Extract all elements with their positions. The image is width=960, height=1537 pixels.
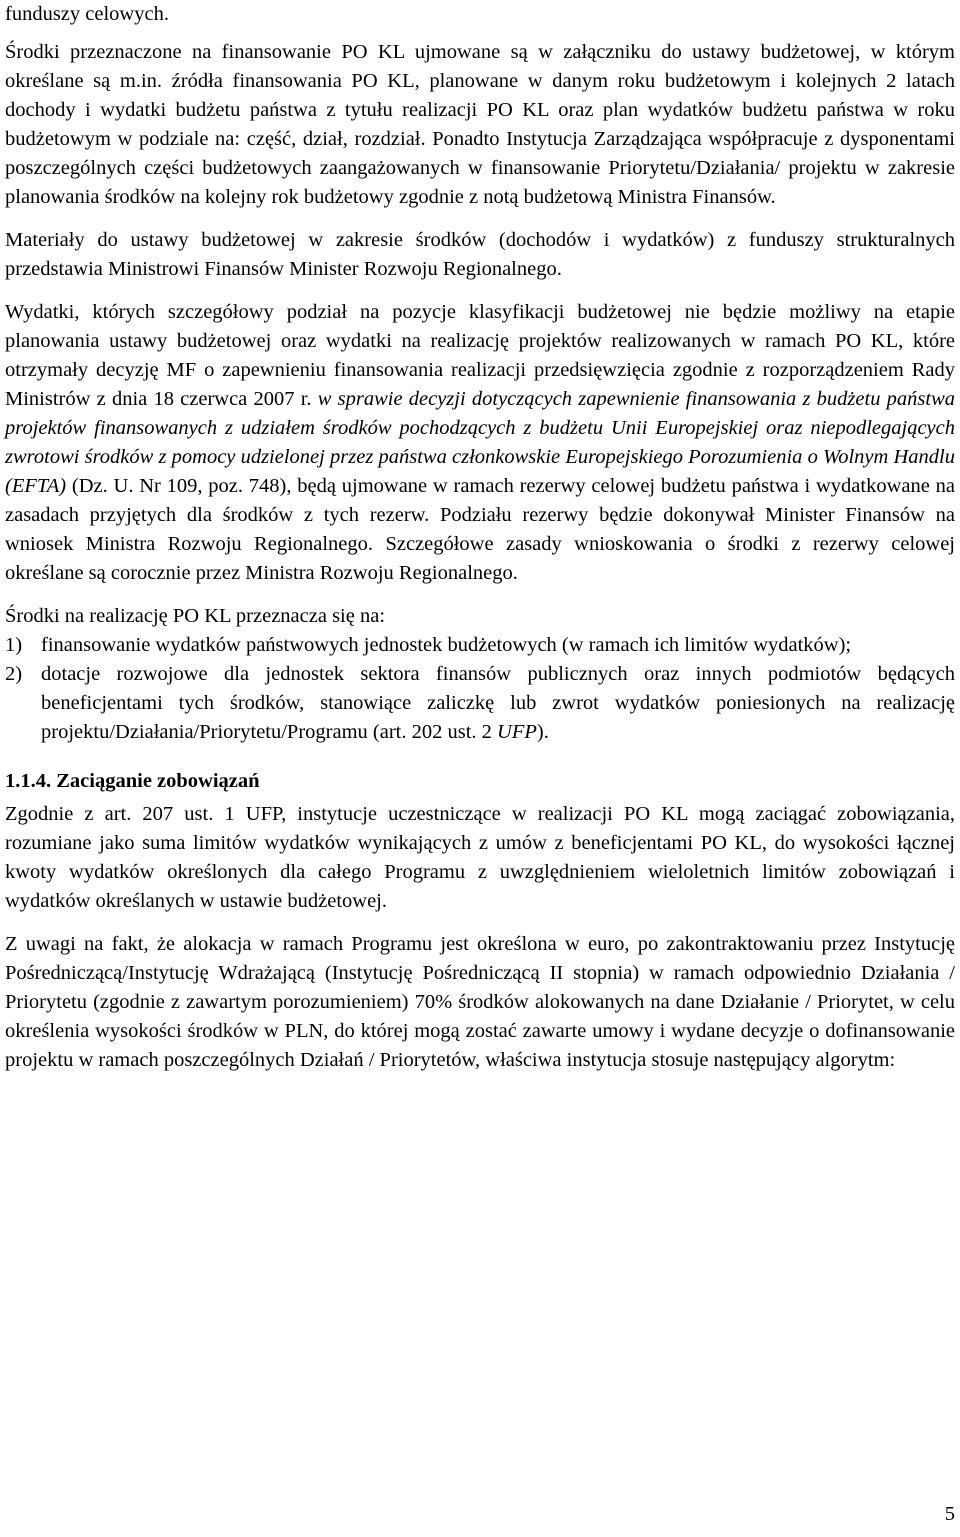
list-item-text: finansowanie wydatków państwowych jednostek budżetowych (w ramach ich limitów wydatków); bbox=[41, 634, 852, 656]
section-number: 1.1.4. bbox=[5, 770, 52, 792]
paragraph-budget-materials: Materiały do ustawy budżetowej w zakresie środków (dochodów i wydatków) z funduszy strukturalnych przedstawia Ministrowi Finansów Minister Rozwoju Regionalnego. bbox=[5, 229, 955, 280]
paragraph-expenditures-text-a: Wydatki, których szczegółowy podział na pozycje klasyfikacji budżetowej nie będzie możliwy na etapie planowania ustawy budżetowej oraz wydatki na realizację projektów realizowanych w ramach PO KL, które otrzymały decyzję MF o zapewnieniu finansowania realizacji przedsięwzięcia zgodnie z rozporządzeniem Rady Ministrów z dnia 18 czerwca 2007 r. bbox=[5, 301, 955, 410]
list-item-text bbox=[41, 660, 955, 747]
paragraph-expenditures-text-c: (Dz. U. Nr 109, poz. 748), będą ujmowane w ramach rezerwy celowej budżetu państwa i wydatkowane na zasadach przyjętych dla środków z tych rezerw. Podziału rezerwy będzie dokonywał Minister Finansów na wniosek Ministra Rozwoju Regionalnego. Szczegółowe zasady wnioskowania o środki z rezerwy celowej określane są corocznie przez Ministra Rozwoju Regionalnego. bbox=[5, 475, 955, 584]
list-item-text-b: ). bbox=[536, 721, 549, 743]
section-heading bbox=[5, 767, 955, 796]
paragraph-budget-law-attachment: Środki przeznaczone na finansowanie PO KL ujmowane są w załączniku do ustawy budżetowej, w którym określane są m.in. źródła finansowania PO KL, planowane w danym roku budżetowym i kolejnych 2 latach dochody i wydatki budżetu państwa z tytułu realizacji PO KL oraz plan wydatków budżetu państwa w roku budżetowym w podziale na: część, dział, rozdział. Ponadto Instytucja Zarządzająca współpracuje z dysponentami poszczególnych części budżetowych zaangażowanych w finansowanie Priorytetu/Działania/ projektu w zakresie planowania środków na kolejny rok budżetowy zgodnie z notą budżetową Ministra Finansów. bbox=[5, 41, 955, 208]
list-item-text-a: dotacje rozwojowe dla jednostek sektora finansów publicznych oraz innych podmiotów będących beneficjentami tych środków, stanowiące zaliczkę lub zwrot wydatków poniesionych na realizację projektu/Działania/Priorytetu/Programu (art. 202 ust. 2 bbox=[41, 663, 955, 743]
list-item bbox=[5, 660, 955, 747]
list-item-number: 1) bbox=[5, 634, 23, 656]
paragraph-commitments: Zgodnie z art. 207 ust. 1 UFP, instytucje uczestniczące w realizacji PO KL mogą zaciągać zobowiązania, rozumiane jako suma limitów wydatków wynikających z umów z beneficjentami PO KL, do wysokości łącznej kwoty wydatków określonych dla całego Programu z uwzględnieniem wieloletnich limitów zobowiązań i wydatków określanych w ustawie budżetowej. bbox=[5, 803, 955, 912]
page-number: 5 bbox=[944, 1503, 955, 1525]
list-item bbox=[5, 631, 955, 660]
document-page bbox=[5, 0, 955, 1075]
ufp-abbreviation: UFP bbox=[497, 721, 537, 743]
section-title: Zaciąganie zobowiązań bbox=[56, 770, 260, 792]
regulation-title-italic: w sprawie decyzji dotyczących zapewnienie finansowania z budżetu państwa projektów finansowanych z udziałem środków pochodzących z budżetu Unii Europejskiej oraz niepodlegających zwrotowi środków z pomocy udzielonej przez państwa członkowskie Europejskiego Porozumienia o Wolnym Handlu (EFTA) bbox=[5, 388, 956, 497]
paragraph-intro-fragment: funduszy celowych. bbox=[5, 3, 169, 25]
paragraph-expenditures-reserve bbox=[5, 298, 955, 588]
paragraph-euro-allocation: Z uwagi na fakt, że alokacja w ramach Programu jest określona w euro, po zakontraktowaniu przez Instytucję Pośredniczącą/Instytucję Wdrażającą (Instytucję Pośredniczącą II stopnia) w ramach odpowiednio Działania / Priorytetu (zgodnie z zawartym porozumieniem) 70% środków alokowanych na dane Działanie / Priorytet, w celu określenia wysokości środków w PLN, do której mogą zostać zawarte umowy i wydane decyzje o dofinansowanie projektu w ramach poszczególnych Działań / Priorytetów, właściwa instytucja stosuje następujący algorytm: bbox=[5, 933, 955, 1071]
paragraph-funds-purpose: Środki na realizację PO KL przeznacza się na: bbox=[5, 605, 386, 627]
list-item-number: 2) bbox=[5, 663, 23, 685]
